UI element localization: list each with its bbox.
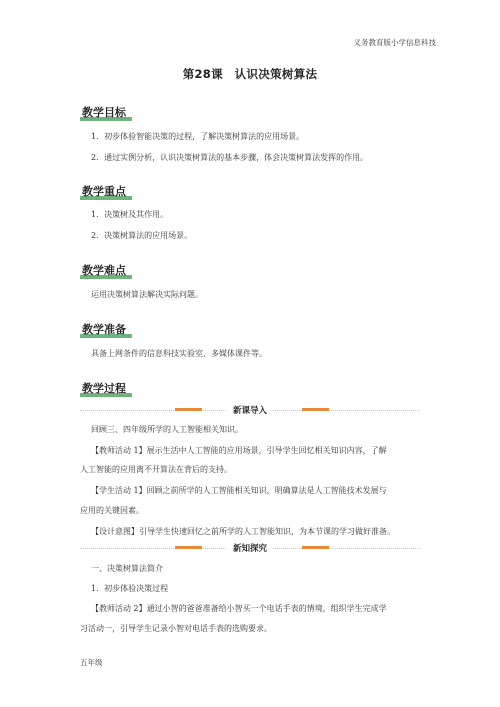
explore-line-2: 1．初步体验决策过程	[91, 584, 169, 593]
subheading-explore	[80, 542, 420, 554]
subheading-intro-label: 新课导入	[227, 406, 273, 416]
subheading-intro	[80, 404, 420, 416]
section-difficult	[80, 259, 128, 278]
intro-line-4: 【学生活动 1】回顾之前所学的人工智能相关知识，明确算法是人工智能技术发展与	[91, 486, 387, 495]
intro-line-5: 应用的关键因素。	[80, 506, 144, 515]
section-heading-difficult: 教学难点	[80, 262, 128, 278]
subheading-explore-label: 新知探究	[227, 544, 273, 554]
prep-item-1: 具备上网条件的信息科技实验室、多媒体课件等。	[91, 349, 267, 358]
footer-grade: 五年级	[80, 658, 103, 667]
section-heading-goals: 教学目标	[80, 104, 128, 120]
explore-line-1: 一、决策树算法简介	[91, 564, 163, 573]
section-heading-process: 教学过程	[80, 380, 128, 396]
intro-line-2: 【教师活动 1】展示生活中人工智能的应用场景，引导学生回忆相关知识内容，了解	[91, 446, 387, 455]
section-key	[80, 180, 128, 199]
goal-item-1: 1．初步体验智能决策的过程，了解决策树算法的应用场景。	[91, 132, 305, 141]
difficult-item-1: 运用决策树算法解决实际问题。	[91, 290, 203, 299]
key-item-1: 1．决策树及其作用。	[91, 210, 169, 219]
goal-item-2: 2．通过实例分析，认识决策树算法的基本步骤，体会决策树算法发挥的作用。	[91, 153, 369, 162]
section-process	[80, 377, 128, 396]
section-heading-prep: 教学准备	[80, 321, 128, 337]
intro-line-3: 人工智能的应用离不开算法在背后的支持。	[80, 465, 232, 474]
key-item-2: 2．决策树算法的应用场景。	[91, 231, 193, 240]
intro-line-6: 【设计意图】引导学生快速回忆之前所学的人工智能知识，为本节课的学习做好准备。	[91, 527, 395, 536]
explore-line-3: 【教师活动 2】通过小智的爸爸准备给小智买一个电话手表的情境，组织学生完成学	[91, 604, 387, 613]
intro-line-1: 回顾三、四年级所学的人工智能相关知识。	[91, 425, 243, 434]
section-heading-key: 教学重点	[80, 183, 128, 199]
explore-line-4: 习活动一，引导学生记录小智对电话手表的选购要求。	[80, 624, 272, 633]
section-prep	[80, 318, 128, 337]
section-goals	[80, 101, 128, 120]
edition-header: 义务教育版小学信息科技	[353, 38, 436, 47]
page-title: 第28课 认识决策树算法	[182, 67, 318, 81]
